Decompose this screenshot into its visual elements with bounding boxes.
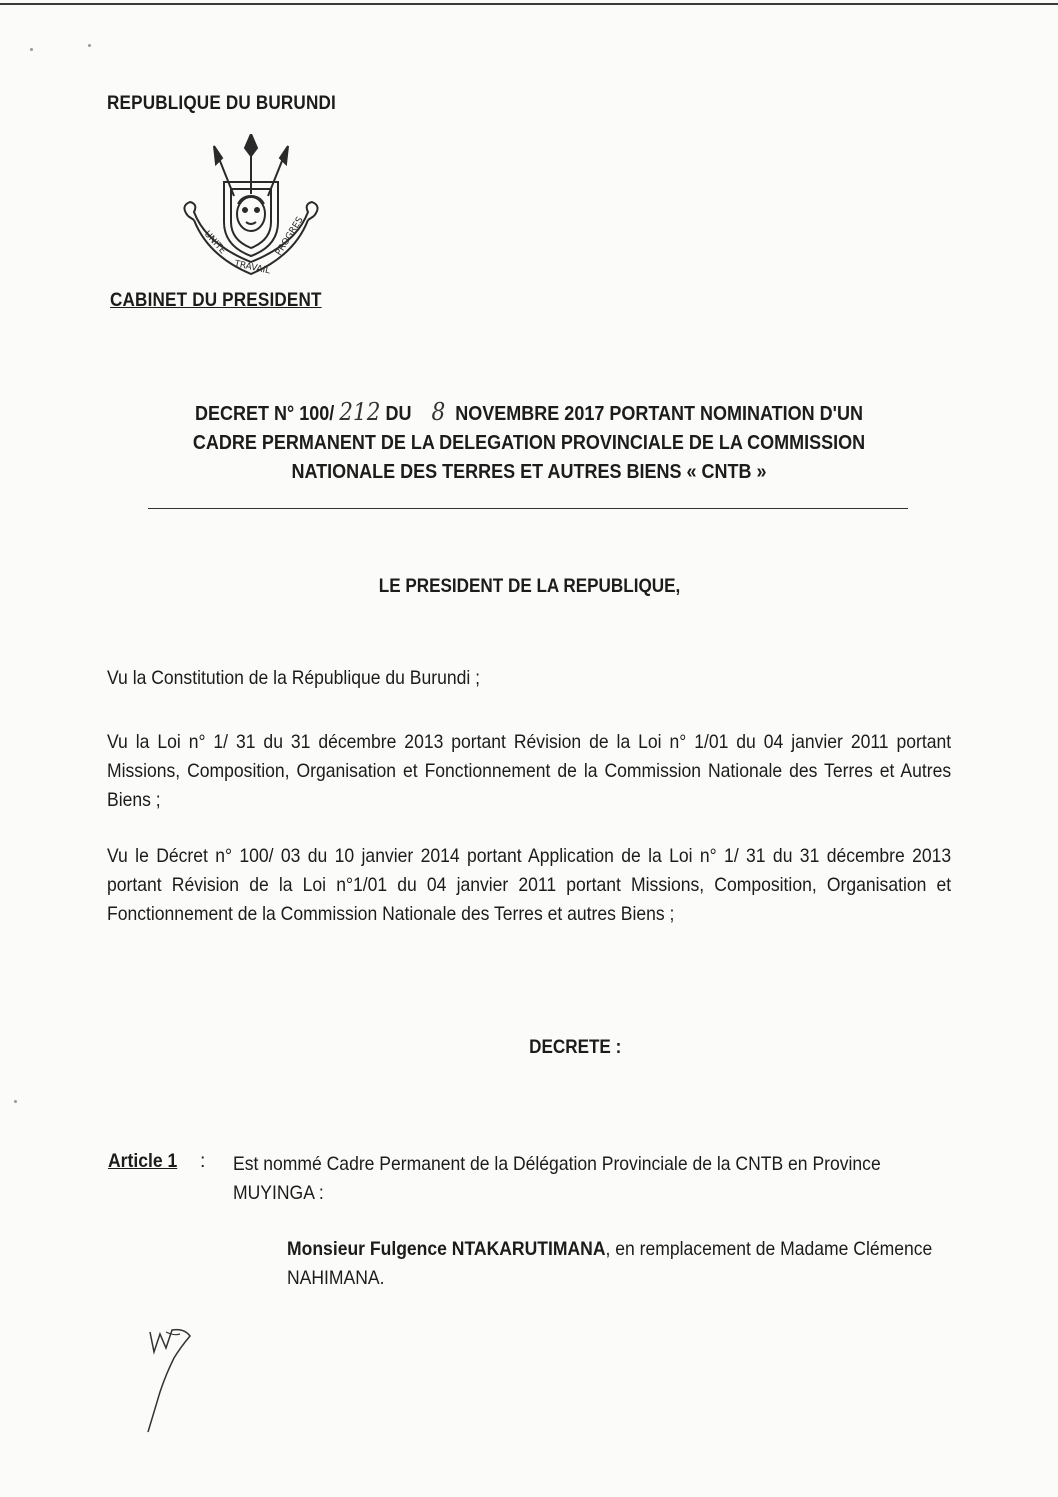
article-1-text: Est nommé Cadre Permanent de la Délégation Provinciale de la CNTB en Province MUYINGA : bbox=[233, 1153, 881, 1204]
scan-speck bbox=[30, 48, 33, 51]
decree-title-line-2: CADRE PERMANENT DE LA DELEGATION PROVINCIALE DE LA COMMISSION bbox=[192, 432, 866, 454]
decree-du: DU bbox=[385, 403, 412, 425]
motto-unite: UNITE bbox=[201, 229, 228, 257]
scan-speck bbox=[14, 1100, 17, 1103]
handwritten-initials bbox=[140, 1322, 200, 1442]
coat-of-arms-emblem bbox=[176, 134, 326, 286]
motto-travail: TRAVAIL bbox=[233, 259, 272, 277]
decree-title-suffix: NOVEMBRE 2017 PORTANT NOMINATION D'UN bbox=[455, 403, 863, 425]
consideration-decree: Vu le Décret n° 100/ 03 du 10 janvier 2014 portant Application de la Loi n° 1/ 31 du 31 décembre 2013 portant Révision de la Loi n°1/01 du 04 janvier 2011 portant Missions, Composition, Organisation et Fonctionnement de la Commission Nationale des Terres et autres Biens ; bbox=[107, 845, 952, 925]
article-1-colon: : bbox=[200, 1150, 206, 1172]
scan-speck bbox=[88, 44, 91, 47]
article-1-label: Article 1 bbox=[108, 1150, 178, 1172]
decrete-heading: DECRETE : bbox=[528, 1037, 622, 1058]
decree-title-line-1 bbox=[143, 398, 915, 429]
president-heading: LE PRESIDENT DE LA REPUBLIQUE, bbox=[378, 576, 680, 597]
consideration-constitution: Vu la Constitution de la République du Burundi ; bbox=[107, 667, 481, 689]
republic-heading: REPUBLIQUE DU BURUNDI bbox=[107, 93, 336, 114]
article-1-nominee bbox=[287, 1235, 957, 1293]
title-divider bbox=[148, 508, 908, 509]
handwritten-decree-number: 212 bbox=[339, 398, 381, 426]
nominee-name: Monsieur Fulgence NTAKARUTIMANA bbox=[287, 1238, 606, 1260]
scan-edge-line bbox=[0, 3, 1058, 5]
decree-title-line-3: NATIONALE DES TERRES ET AUTRES BIENS « CNTB » bbox=[291, 461, 767, 483]
consideration-law: Vu la Loi n° 1/ 31 du 31 décembre 2013 portant Révision de la Loi n° 1/01 du 04 janvier 2011 portant Missions, Composition, Organisation et Fonctionnement de la Commission Nationale des Terres et Autres Biens ; bbox=[107, 731, 952, 811]
nominee-replacement: , en remplacement de Madame Clémence NAHIMANA. bbox=[287, 1238, 933, 1289]
motto-progres: PROGRES bbox=[274, 215, 306, 258]
cabinet-heading: CABINET DU PRESIDENT bbox=[110, 290, 322, 311]
decree-number-prefix: DECRET N° 100/ bbox=[195, 403, 335, 425]
decree-title bbox=[100, 398, 958, 487]
handwritten-day: 8 bbox=[431, 398, 446, 426]
